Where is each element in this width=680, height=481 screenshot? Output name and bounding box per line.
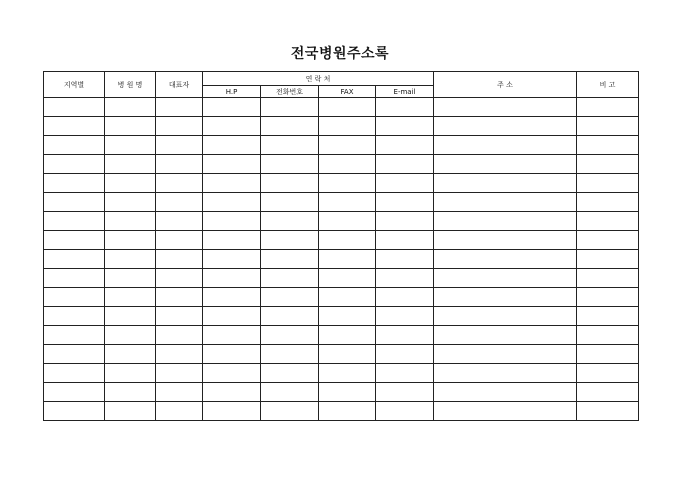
cell-remarks (577, 307, 639, 326)
cell-hospital-name (105, 326, 156, 345)
table-row (44, 212, 639, 231)
table-row (44, 269, 639, 288)
cell-phone (261, 326, 319, 345)
cell-fax (319, 307, 376, 326)
cell-remarks (577, 364, 639, 383)
cell-remarks (577, 136, 639, 155)
cell-address (434, 136, 577, 155)
cell-representative (156, 288, 203, 307)
table-row (44, 231, 639, 250)
cell-hospital-name (105, 402, 156, 421)
cell-region (44, 383, 105, 402)
cell-hospital-name (105, 364, 156, 383)
cell-phone (261, 117, 319, 136)
cell-fax (319, 212, 376, 231)
cell-fax (319, 174, 376, 193)
cell-phone (261, 307, 319, 326)
cell-address (434, 212, 577, 231)
cell-mobile (203, 136, 261, 155)
cell-hospital-name (105, 269, 156, 288)
page-title: 전국병원주소록 (290, 46, 390, 62)
cell-email (376, 136, 434, 155)
cell-email (376, 307, 434, 326)
cell-remarks (577, 326, 639, 345)
header-email: E-mail (376, 86, 434, 98)
cell-email (376, 345, 434, 364)
header-fax: FAX (319, 86, 376, 98)
cell-address (434, 288, 577, 307)
cell-phone (261, 136, 319, 155)
cell-phone (261, 269, 319, 288)
cell-remarks (577, 250, 639, 269)
table-row (44, 364, 639, 383)
cell-region (44, 364, 105, 383)
header-address: 주 소 (434, 72, 577, 98)
cell-remarks (577, 345, 639, 364)
cell-representative (156, 155, 203, 174)
cell-representative (156, 212, 203, 231)
cell-hospital-name (105, 174, 156, 193)
cell-phone (261, 288, 319, 307)
table-row (44, 136, 639, 155)
hospital-directory-table (43, 71, 639, 421)
cell-hospital-name (105, 117, 156, 136)
cell-address (434, 269, 577, 288)
table-row (44, 402, 639, 421)
cell-representative (156, 269, 203, 288)
cell-mobile (203, 288, 261, 307)
cell-hospital-name (105, 307, 156, 326)
cell-mobile (203, 174, 261, 193)
cell-fax (319, 269, 376, 288)
cell-fax (319, 250, 376, 269)
cell-representative (156, 402, 203, 421)
cell-remarks (577, 402, 639, 421)
cell-email (376, 288, 434, 307)
cell-phone (261, 364, 319, 383)
cell-phone (261, 155, 319, 174)
cell-remarks (577, 288, 639, 307)
cell-mobile (203, 269, 261, 288)
cell-hospital-name (105, 98, 156, 117)
cell-representative (156, 98, 203, 117)
cell-representative (156, 307, 203, 326)
cell-email (376, 117, 434, 136)
cell-fax (319, 326, 376, 345)
cell-phone (261, 345, 319, 364)
cell-phone (261, 174, 319, 193)
cell-representative (156, 174, 203, 193)
cell-mobile (203, 250, 261, 269)
cell-region (44, 231, 105, 250)
cell-email (376, 231, 434, 250)
header-mobile: H.P (203, 86, 261, 98)
cell-representative (156, 364, 203, 383)
cell-phone (261, 231, 319, 250)
table-row (44, 117, 639, 136)
table-row (44, 383, 639, 402)
cell-remarks (577, 383, 639, 402)
table-row (44, 307, 639, 326)
header-region: 지역별 (44, 72, 105, 98)
cell-address (434, 307, 577, 326)
cell-address (434, 193, 577, 212)
cell-mobile (203, 307, 261, 326)
cell-mobile (203, 193, 261, 212)
cell-email (376, 383, 434, 402)
cell-address (434, 174, 577, 193)
cell-region (44, 98, 105, 117)
table-row (44, 326, 639, 345)
cell-hospital-name (105, 345, 156, 364)
cell-email (376, 326, 434, 345)
cell-representative (156, 117, 203, 136)
table-row (44, 98, 639, 117)
cell-fax (319, 136, 376, 155)
cell-email (376, 98, 434, 117)
cell-region (44, 136, 105, 155)
cell-phone (261, 193, 319, 212)
cell-phone (261, 98, 319, 117)
header-hospital-name: 병 원 명 (105, 72, 156, 98)
cell-representative (156, 250, 203, 269)
cell-hospital-name (105, 136, 156, 155)
cell-region (44, 345, 105, 364)
cell-address (434, 364, 577, 383)
cell-representative (156, 136, 203, 155)
table-row (44, 193, 639, 212)
cell-hospital-name (105, 155, 156, 174)
cell-representative (156, 326, 203, 345)
cell-fax (319, 288, 376, 307)
cell-email (376, 250, 434, 269)
cell-address (434, 117, 577, 136)
cell-mobile (203, 155, 261, 174)
cell-representative (156, 231, 203, 250)
cell-mobile (203, 383, 261, 402)
cell-email (376, 174, 434, 193)
cell-remarks (577, 212, 639, 231)
cell-phone (261, 250, 319, 269)
cell-fax (319, 117, 376, 136)
header-phone: 전화번호 (261, 86, 319, 98)
table-row (44, 250, 639, 269)
cell-fax (319, 383, 376, 402)
cell-remarks (577, 174, 639, 193)
cell-address (434, 231, 577, 250)
cell-mobile (203, 231, 261, 250)
cell-mobile (203, 326, 261, 345)
cell-fax (319, 98, 376, 117)
table-body (44, 98, 639, 421)
cell-mobile (203, 364, 261, 383)
cell-address (434, 326, 577, 345)
cell-phone (261, 383, 319, 402)
cell-phone (261, 212, 319, 231)
cell-email (376, 269, 434, 288)
cell-region (44, 193, 105, 212)
cell-remarks (577, 231, 639, 250)
cell-email (376, 193, 434, 212)
header-representative: 대표자 (156, 72, 203, 98)
cell-region (44, 307, 105, 326)
cell-address (434, 345, 577, 364)
cell-region (44, 402, 105, 421)
cell-region (44, 250, 105, 269)
table-row (44, 345, 639, 364)
cell-region (44, 212, 105, 231)
cell-region (44, 326, 105, 345)
cell-mobile (203, 117, 261, 136)
cell-address (434, 383, 577, 402)
cell-address (434, 250, 577, 269)
cell-hospital-name (105, 288, 156, 307)
cell-address (434, 155, 577, 174)
cell-mobile (203, 345, 261, 364)
cell-remarks (577, 155, 639, 174)
cell-phone (261, 402, 319, 421)
cell-remarks (577, 269, 639, 288)
cell-mobile (203, 402, 261, 421)
cell-region (44, 269, 105, 288)
header-contact: 연 락 처 (203, 72, 434, 86)
cell-region (44, 155, 105, 174)
table-row (44, 174, 639, 193)
cell-fax (319, 364, 376, 383)
cell-fax (319, 231, 376, 250)
cell-address (434, 402, 577, 421)
cell-hospital-name (105, 383, 156, 402)
cell-hospital-name (105, 250, 156, 269)
cell-remarks (577, 98, 639, 117)
cell-mobile (203, 212, 261, 231)
cell-address (434, 98, 577, 117)
cell-remarks (577, 117, 639, 136)
cell-email (376, 364, 434, 383)
cell-region (44, 117, 105, 136)
cell-region (44, 288, 105, 307)
table-row (44, 288, 639, 307)
cell-hospital-name (105, 193, 156, 212)
header-remarks: 비 고 (577, 72, 639, 98)
cell-representative (156, 383, 203, 402)
cell-hospital-name (105, 212, 156, 231)
table-row (44, 155, 639, 174)
cell-mobile (203, 98, 261, 117)
cell-representative (156, 345, 203, 364)
cell-fax (319, 345, 376, 364)
cell-fax (319, 155, 376, 174)
cell-email (376, 155, 434, 174)
cell-representative (156, 193, 203, 212)
cell-email (376, 402, 434, 421)
cell-fax (319, 402, 376, 421)
cell-remarks (577, 193, 639, 212)
cell-region (44, 174, 105, 193)
cell-fax (319, 193, 376, 212)
cell-email (376, 212, 434, 231)
cell-hospital-name (105, 231, 156, 250)
